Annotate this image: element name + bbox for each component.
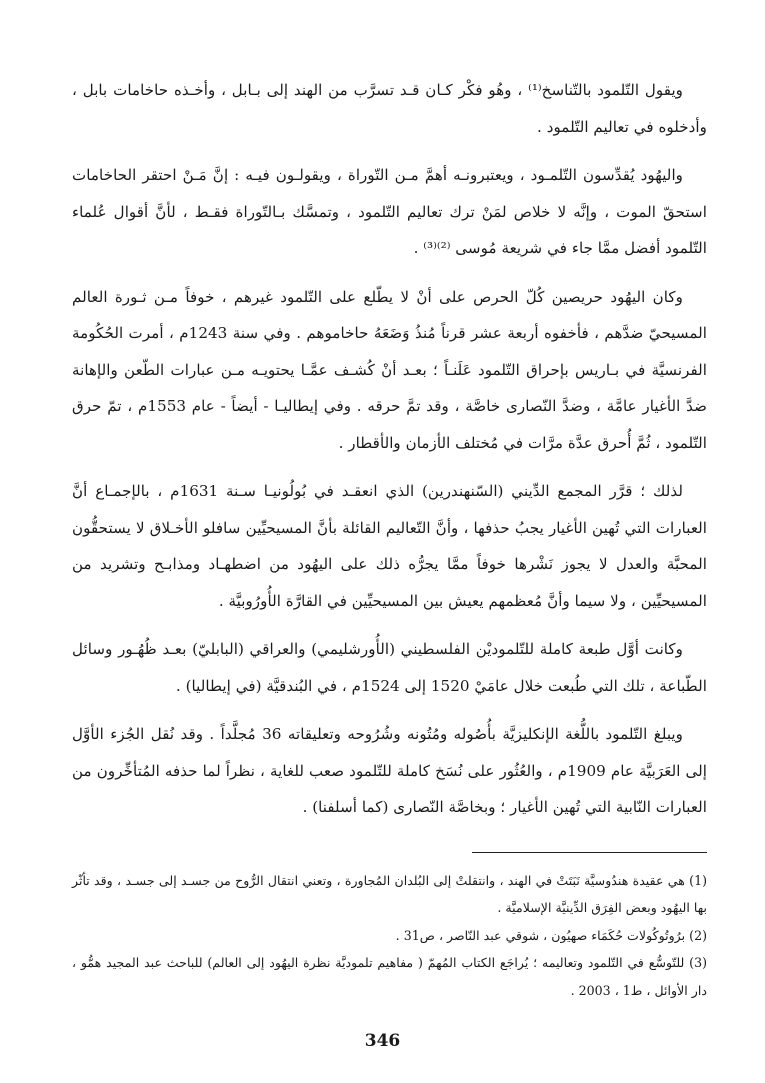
footnote-separator	[472, 852, 707, 853]
paragraph-6: ويبلغ التّلمود باللُّغة الإنكليزيَّة بأُصُوله ومُتُونه وشُرُوحه وتعليقاته 36 مُجلَّداً . وقد نُقل الجُزء الأوَّل إلى العَرَبيَّة عام 1909م ، والعُثُور على نُسَخ كاملة للتّلمود صعب للغاية ، نظراً لما حذفه المُتأخِّرون من العبارات النّابية التي تُهين الأغيار ؛ وبخاصَّة النّصارى (كما أسلفنا) .	[72, 725, 707, 816]
paragraph-2: واليهُود يُقدِّسون التّلمـود ، ويعتبرونـه أهمَّ مـن التّوراة ، ويقولـون فيـه : إنَّ مَـنْ احتقر الحاخامات استحقّ الموت ، وإنَّه لا خلاص لمَنْ ترك تعاليم التّلمود ، وتمسَّك بـالتّوراة فقـط ، لأنَّ أقوال عُلماء التّلمود أفضل ممَّا جاء في شريعة مُوسى ⁽²⁾⁽³⁾ .	[72, 166, 707, 257]
footnote-3: (3) للتّوسُّع في التّلمود وتعاليمه ؛ يُراجَع الكتاب المُهمّ ( مفاهيم تلموديَّة نظرة اليهُود إلى العالم) للباحث عبد المجيد همُّو ، دار الأوائل ، ط1 ، 2003 .	[72, 955, 707, 998]
paragraph-5: وكانت أوَّل طبعة كاملة للتّلموديْن الفلسطيني (الأُورشليمي) والعراقي (البابليّ) بعـد ظُهُـور وسائل الطّباعة ، تلك التي طُبعت خلال عامَيْ 1520 إلى 1524م ، في البُندقيَّة (في إيطاليا) .	[72, 640, 707, 695]
footnotes	[72, 867, 707, 1005]
paragraph-4: لذلك ؛ قرَّر المجمع الدِّيني (السّنهندرين) الذي انعقـد في بُولُونيـا سـنة 1631م ، بالإجمـاع أنَّ العبارات التي تُهين الأغيار يجبُ حذفها ، وأنَّ التّعاليم القائلة بأنَّ المسيحيِّين سافلو الأخـلاق لا يستحقُّون المحبَّة والعدل لا يجوز نَشْرها خوفاً ممَّا يجرُّه ذلك على اليهُود من اضطهـاد ومذابـح وتشريد من المسيحيِّين ، ولا سيما وأنَّ مُعظمهم يعيش بين المسيحيِّين في القارَّة الأُورُوبيَّة .	[72, 482, 707, 610]
footnote-2: (2) برُوتُوكُولات حُكَمَاء صهيُون ، شوقي عبد النّاصر ، ص31 .	[395, 927, 707, 943]
page-number: 346	[364, 1031, 401, 1051]
paragraph-1: ويقول التّلمود بالتّناسخ⁽¹⁾ ، وهُو فكْر كـان قـد تسرَّب من الهند إلى بـابل ، وأخـذه حاخامات بابل ، وأدخلوه في تعاليم التّلمود .	[72, 81, 707, 136]
body-text	[72, 72, 707, 826]
paragraph-3: وكان اليهُود حريصين كُلّ الحرص على أنْ لا يطّلع على التّلمود غيرهم ، خوفاً مـن ثـورة العالم المسيحيّ ضدَّهم ، فأخفوه أربعة عشر قرناً مُنذُ وَضَعَهُ حاخاموهم . وفي سنة 1243م ، أمرت الحُكُومة الفرنسيَّة في بـاريس بإحراق التّلمود عَلَنـاً ؛ بعـد أنْ كُشـف عمَّـا يحتويـه مـن عبارات الطّعن والإهانة ضدَّ الأغيار عامَّة ، وضدَّ النّصارى خاصَّة ، وقد تمَّ حرقه . وفي إيطاليـا - أيضاً - عام 1553م ، تمّ حرق التّلمود ، ثُمَّ أُحرق عدَّة مرَّات في مُختلف الأزمان والأقطار .	[72, 287, 708, 452]
footnote-1: (1) هي عقيدة هندُوسيَّة نَبَتَتْ في الهند ، وانتقلتْ إلى البُلدان المُجاورة ، وتعني انتقال الرُّوح من جسـد إلى جسـد ، وقد تأثّر بها اليهُود وبعض الفِرَق الدِّينيَّة الإسلاميَّة .	[72, 872, 707, 915]
